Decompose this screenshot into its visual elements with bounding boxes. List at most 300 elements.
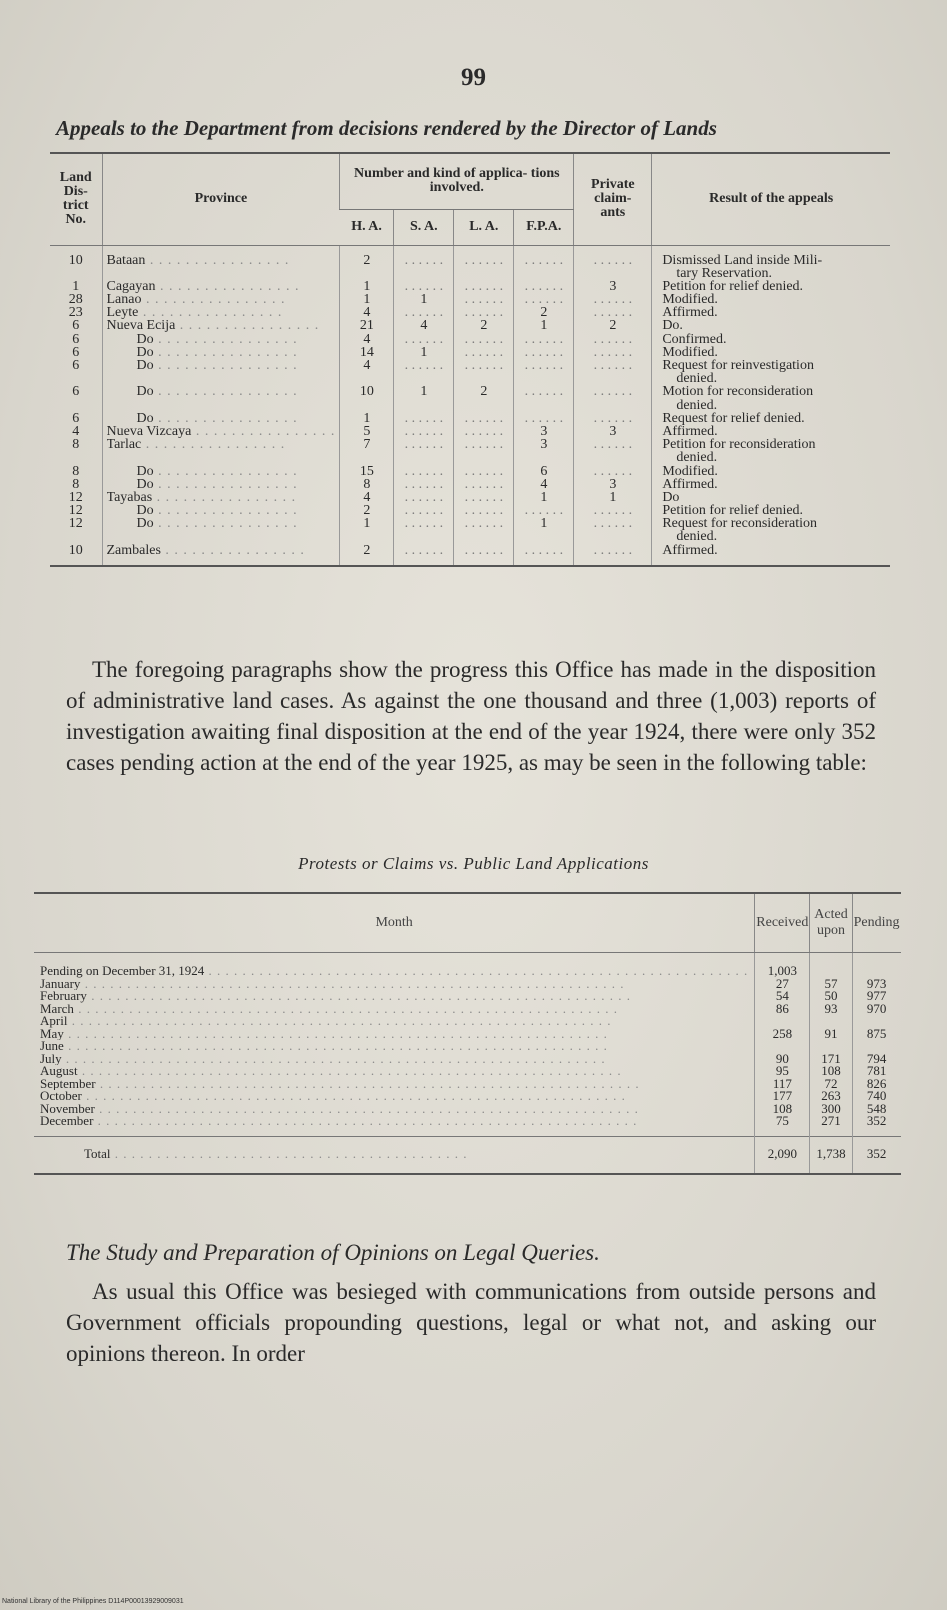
ha-cell: 2: [363, 253, 371, 267]
received-column: [755, 953, 810, 1137]
spacer: [54, 451, 98, 464]
la-cell: . . . . . .: [464, 438, 504, 452]
leader-dots: . . . . . . . . . . . . . . . . . . . . . . . . . . . . . . . . . . . . . . . . . . . . . . . . . . . . . . . . . . . . . . . .: [63, 1040, 608, 1053]
province-name: Zambales: [106, 543, 161, 557]
spacer: [398, 399, 449, 412]
la-cell: . . . . . .: [464, 279, 504, 294]
leader-dots: . . . . . . . . . . . . . . . .: [155, 279, 300, 294]
received-cell: 117: [772, 1077, 792, 1090]
leader-dots: . . . . . . . . . . . . . . . . . . . . . . . . . . . . . . . . . . . . . . . . . . . . . . . . . . . . . . . . . . . . . . . .: [94, 1102, 639, 1115]
spacer: [54, 267, 98, 280]
sa-cell: . . . . . .: [404, 279, 444, 294]
sa-cell: . . . . . .: [404, 359, 444, 373]
paragraph-2: As usual this Office was besieged with communications from outside persons and Government officials propounding questions, legal or what not, and asking our opinions thereon. In order: [66, 1279, 876, 1366]
result-line: Petition for relief denied.: [662, 504, 804, 518]
acted-cell: 57: [824, 977, 838, 990]
page-number: 99: [461, 64, 486, 91]
total-label-cell: [34, 1136, 755, 1174]
ha-cell: 4: [363, 332, 371, 346]
result-line: Do: [662, 490, 680, 505]
province-cell: [107, 438, 336, 451]
sa-cell: 4: [420, 319, 428, 333]
province-cell: [107, 385, 336, 398]
header-la: L. A.: [454, 209, 514, 245]
result-line: Modified.: [662, 293, 718, 307]
ha-cell: 7: [363, 438, 371, 452]
month-cell: [40, 1003, 748, 1016]
la-cell: . . . . . .: [464, 490, 504, 505]
received-cell: 95: [775, 1065, 789, 1078]
fpa-cell: 2: [540, 306, 548, 320]
received-cell: 75: [775, 1115, 789, 1128]
result-column: [652, 245, 890, 566]
total-label: Total: [84, 1146, 111, 1162]
header-district: Land Dis- trict No.: [50, 153, 102, 245]
province-name: Do: [136, 517, 154, 531]
sa-cell: . . . . . .: [404, 438, 444, 452]
private-cell: . . . . . .: [593, 464, 633, 478]
private-cell: . . . . . .: [593, 306, 633, 320]
month-label: September: [40, 1077, 96, 1090]
result-line: tary Reservation.: [676, 266, 772, 280]
leader-dots: . . . . . . . . . . . . . . . .: [153, 504, 298, 518]
district-cell: 6: [72, 345, 80, 359]
pending-cell: 977: [866, 990, 887, 1003]
spacer: [344, 530, 389, 543]
la-cell: . . . . . .: [464, 504, 504, 518]
private-cell: . . . . . .: [593, 504, 633, 518]
month-cell: [40, 1090, 748, 1103]
province-name: Do: [136, 477, 154, 491]
month-cell: [40, 1115, 748, 1128]
spacer: [458, 530, 509, 543]
month-cell: [40, 965, 748, 978]
province-name: Do: [136, 504, 154, 518]
leader-dots: . . . . . . . . . . . . . . . . . . . . . . . . . . . . . . . . . . . . . . . . . . . . . . . . . . . . . . . . . . . . . . . .: [61, 1052, 606, 1065]
received-cell: [761, 1040, 803, 1053]
header-received: Received: [755, 893, 810, 953]
fpa-cell: . . . . . .: [524, 359, 564, 373]
province-cell: [107, 293, 336, 306]
province-cell: [107, 359, 336, 372]
pending-cell: 781: [866, 1065, 887, 1078]
la-cell: . . . . . .: [464, 543, 504, 557]
leader-dots: . . . . . . . . . . . . . . . . . . . . . . . . . . . . . . . . . . . . . . . . . .: [110, 1146, 468, 1162]
province-name: Tarlac: [106, 438, 142, 452]
month-label: January: [40, 977, 81, 990]
fpa-cell: . . . . . .: [524, 385, 564, 399]
acted-cell: 271: [821, 1115, 841, 1128]
table1-title: Appeals to the Department from decisions rendered by the Director of Lands: [56, 116, 717, 140]
sa-column: [394, 245, 454, 566]
la-column: [454, 245, 514, 566]
received-cell: 27: [775, 977, 789, 990]
result-line: Affirmed.: [662, 477, 718, 491]
province-name: Do: [136, 464, 154, 478]
spacer: [398, 530, 449, 543]
result-line: Do.: [662, 319, 683, 333]
spacer: [54, 399, 98, 412]
received-cell: 1,003: [767, 965, 797, 978]
header-acted-upon: Acted upon: [810, 893, 852, 953]
la-cell: . . . . . .: [464, 411, 504, 425]
district-cell: 6: [72, 332, 80, 346]
header-sa: S. A.: [394, 209, 454, 245]
acted-cell: 263: [821, 1090, 841, 1103]
sa-cell: 1: [420, 385, 428, 399]
la-cell: . . . . . .: [464, 332, 504, 346]
sa-cell: . . . . . .: [404, 504, 444, 518]
month-label: March: [40, 1002, 74, 1015]
la-cell: . . . . . .: [464, 345, 504, 359]
result-line: Dismissed Land inside Mili-: [662, 253, 823, 267]
pending-cell: [859, 965, 895, 978]
leader-dots: . . . . . . . . . . . . . . . . . . . . . . . . . . . . . . . . . . . . . . . . . . . . . . . . . . . . . . . . . . . . . . . .: [73, 1002, 618, 1015]
la-cell: . . . . . .: [464, 477, 504, 491]
result-line: Affirmed.: [662, 424, 718, 439]
table2-title: Protests or Claims vs. Public Land Applications: [298, 854, 649, 873]
result-line: Modified.: [662, 345, 718, 359]
received-cell: 108: [772, 1102, 793, 1115]
district-cell: 6: [72, 359, 80, 373]
leader-dots: . . . . . . . . . . . . . . . .: [145, 253, 290, 267]
private-cell: . . . . . .: [593, 385, 633, 399]
province-name: Tayabas: [106, 490, 153, 505]
received-cell: [761, 1015, 803, 1028]
result-line: denied.: [676, 372, 718, 386]
private-cell: . . . . . .: [593, 293, 633, 307]
fpa-cell: . . . . . .: [524, 253, 564, 267]
spacer: [458, 451, 509, 464]
result-line: denied.: [676, 530, 718, 544]
private-cell: . . . . . .: [593, 345, 633, 359]
pending-cell: 794: [866, 1052, 887, 1065]
pending-cell: 548: [866, 1102, 887, 1115]
leader-dots: . . . . . . . . . . . . . . . .: [138, 306, 283, 320]
leader-dots: . . . . . . . . . . . . . . . . . . . . . . . . . . . . . . . . . . . . . . . . . . . . . . . . . . . . . . . . . . . . . . . .: [204, 965, 749, 978]
fpa-cell: 1: [540, 517, 548, 531]
province-cell: [107, 319, 336, 332]
sa-cell: . . . . . .: [404, 490, 444, 505]
sa-cell: . . . . . .: [404, 332, 444, 346]
district-cell: 6: [72, 319, 80, 333]
fpa-cell: . . . . . .: [524, 345, 564, 359]
leader-dots: . . . . . . . . . . . . . . . . . . . . . . . . . . . . . . . . . . . . . . . . . . . . . . . . . . . . . . . . . . . . . . . .: [93, 1115, 638, 1128]
month-column: [34, 953, 755, 1137]
result-line: Confirmed.: [662, 332, 727, 346]
spacer: [458, 372, 509, 385]
received-cell: 177: [772, 1090, 793, 1103]
spacer: [107, 372, 336, 385]
province-name: Leyte: [106, 306, 139, 320]
sa-cell: . . . . . .: [404, 477, 444, 491]
la-cell: . . . . . .: [464, 293, 504, 307]
month-cell: [40, 990, 748, 1003]
result-line: Motion for reconsideration: [662, 385, 814, 399]
private-cell: . . . . . .: [593, 332, 633, 346]
spacer: [107, 530, 336, 543]
la-cell: 2: [480, 319, 488, 333]
fpa-cell: . . . . . .: [524, 332, 564, 346]
leader-dots: . . . . . . . . . . . . . . . .: [141, 293, 286, 307]
leader-dots: . . . . . . . . . . . . . . . .: [153, 411, 298, 425]
fpa-column: [514, 245, 574, 566]
private-cell: . . . . . .: [593, 438, 633, 452]
month-label: July: [40, 1052, 62, 1065]
province-name: Do: [136, 359, 154, 373]
province-name: Lanao: [106, 293, 142, 307]
leader-dots: . . . . . . . . . . . . . . . . . . . . . . . . . . . . . . . . . . . . . . . . . . . . . . . . . . . . . . . . . . . . . . . .: [67, 1015, 612, 1028]
province-name: Cagayan: [106, 279, 156, 294]
private-cell: . . . . . .: [593, 411, 633, 425]
result-line: Modified.: [662, 464, 718, 478]
leader-dots: . . . . . . . . . . . . . . . .: [160, 543, 305, 557]
ha-cell: 15: [359, 464, 374, 478]
spacer: [107, 451, 336, 464]
leader-dots: . . . . . . . . . . . . . . . .: [153, 385, 298, 399]
total-pending: 352: [852, 1136, 900, 1174]
protests-table: [34, 892, 901, 1175]
month-cell: [40, 1065, 748, 1078]
sa-cell: . . . . . .: [404, 424, 444, 439]
leader-dots: . . . . . . . . . . . . . . . .: [141, 438, 286, 452]
pending-cell: 875: [866, 1027, 887, 1040]
spacer: [107, 267, 336, 280]
ha-cell: 5: [363, 424, 371, 439]
month-cell: [40, 1028, 748, 1041]
la-cell: . . . . . .: [464, 359, 504, 373]
result-line: Affirmed.: [662, 543, 718, 557]
month-label: November: [40, 1102, 95, 1115]
pending-cell: 973: [866, 977, 887, 990]
result-line: denied.: [676, 398, 718, 412]
spacer: [458, 399, 509, 412]
pending-cell: [859, 1015, 895, 1028]
ha-cell: 1: [363, 517, 371, 531]
leader-dots: . . . . . . . . . . . . . . . .: [153, 332, 298, 346]
la-cell: . . . . . .: [464, 306, 504, 320]
leader-dots: . . . . . . . . . . . . . . . .: [153, 477, 298, 491]
pending-column: [852, 953, 900, 1137]
spacer: [107, 399, 336, 412]
month-label: April: [40, 1015, 68, 1028]
month-label: August: [40, 1065, 78, 1078]
month-label: December: [40, 1115, 94, 1128]
district-column: [50, 245, 102, 566]
ha-cell: 1: [363, 293, 371, 307]
fpa-cell: 4: [540, 477, 548, 491]
appeals-table: [50, 152, 890, 567]
district-cell: 23: [68, 306, 83, 320]
acted-cell: [816, 965, 845, 978]
header-ha: H. A.: [340, 209, 394, 245]
district-cell: 10: [68, 543, 83, 557]
pending-cell: 970: [866, 1002, 887, 1015]
spacer: [578, 530, 647, 543]
leader-dots: . . . . . . . . . . . . . . . .: [153, 345, 298, 359]
private-cell: 3: [609, 477, 617, 491]
private-cell: 3: [609, 279, 617, 294]
ha-cell: 21: [359, 319, 374, 333]
fpa-cell: 3: [540, 424, 548, 439]
spacer: [518, 530, 569, 543]
month-cell: [40, 1053, 748, 1066]
fpa-cell: 3: [540, 438, 548, 452]
sa-cell: . . . . . .: [404, 517, 444, 531]
month-label: May: [40, 1027, 64, 1040]
header-private-claimants: Private claim- ants: [574, 153, 652, 245]
province-name: Nueva Ecija: [106, 319, 176, 333]
province-name: Bataan: [106, 253, 146, 267]
ha-cell: 2: [363, 543, 371, 557]
ha-cell: 10: [359, 385, 374, 399]
sa-cell: . . . . . .: [404, 253, 444, 267]
private-cell: . . . . . .: [593, 253, 633, 267]
province-name: Nueva Vizcaya: [106, 424, 192, 439]
province-cell: [107, 504, 336, 517]
fpa-cell: 6: [540, 464, 548, 478]
la-cell: 2: [480, 385, 488, 399]
leader-dots: . . . . . . . . . . . . . . . .: [152, 490, 297, 505]
spacer: [518, 372, 569, 385]
fpa-cell: . . . . . .: [524, 279, 564, 294]
acted-column: [810, 953, 852, 1137]
province-cell: [107, 306, 336, 319]
spacer: [398, 451, 449, 464]
district-cell: 10: [68, 253, 83, 267]
acted-cell: [816, 1015, 845, 1028]
paragraph-1: The foregoing paragraphs show the progress this Office has made in the disposition of administrative land cases. As against the one thousand and three (1,003) reports of investigation awaiting final disposition at the end of the year 1924, there were only 352 cases pending action at the end of the year 1925, as may be seen in the following table:: [66, 657, 876, 775]
district-cell: 12: [68, 490, 83, 505]
acted-cell: [816, 1040, 845, 1053]
ha-cell: 14: [359, 345, 374, 359]
spacer: [518, 267, 569, 280]
spacer: [398, 267, 449, 280]
ha-cell: 4: [363, 359, 371, 373]
acted-cell: 108: [821, 1065, 841, 1078]
ha-cell: 4: [363, 490, 371, 505]
pending-cell: 740: [866, 1090, 887, 1103]
spacer: [344, 399, 389, 412]
la-cell: . . . . . .: [464, 424, 504, 439]
fpa-cell: 1: [540, 319, 548, 333]
leader-dots: . . . . . . . . . . . . . . . . . . . . . . . . . . . . . . . . . . . . . . . . . . . . . . . . . . . . . . . . . . . . . . . .: [81, 1090, 626, 1103]
result-line: Petition for relief denied.: [662, 279, 804, 294]
leader-dots: . . . . . . . . . . . . . . . . . . . . . . . . . . . . . . . . . . . . . . . . . . . . . . . . . . . . . . . . . . . . . . . .: [80, 977, 625, 990]
acted-cell: 93: [824, 1002, 838, 1015]
result-line: Request for reconsideration: [662, 517, 818, 531]
private-column: [574, 245, 652, 566]
province-cell: [107, 478, 336, 491]
province-cell: [107, 465, 336, 478]
spacer: [344, 267, 389, 280]
district-cell: 28: [68, 293, 83, 307]
province-cell: [107, 333, 336, 346]
acted-cell: 171: [821, 1052, 841, 1065]
month-cell: [40, 1103, 748, 1116]
header-number-kind: Number and kind of applica- tions involved.: [340, 153, 574, 209]
district-cell: 6: [72, 411, 80, 425]
province-cell: [107, 280, 336, 293]
leader-dots: . . . . . . . . . . . . . . . .: [191, 424, 336, 439]
acted-cell: 72: [824, 1077, 838, 1090]
spacer: [344, 451, 389, 464]
spacer: [344, 372, 389, 385]
province-name: Do: [136, 332, 154, 346]
pending-cell: [859, 1040, 895, 1053]
month-cell: [40, 978, 748, 991]
private-cell: . . . . . .: [593, 543, 633, 557]
header-pending: Pending: [852, 893, 900, 953]
received-cell: 90: [775, 1052, 789, 1065]
acted-cell: 300: [821, 1102, 841, 1115]
fpa-cell: . . . . . .: [524, 293, 564, 307]
province-column: [102, 245, 340, 566]
ha-cell: 1: [363, 279, 371, 294]
province-cell: [107, 425, 336, 438]
province-cell: [107, 254, 336, 267]
district-cell: 6: [72, 385, 80, 399]
sa-cell: . . . . . .: [404, 464, 444, 478]
spacer: [54, 530, 98, 543]
la-cell: . . . . . .: [464, 464, 504, 478]
spacer: [518, 451, 569, 464]
month-cell: [40, 1015, 748, 1028]
district-cell: 12: [68, 517, 83, 531]
private-cell: 2: [609, 319, 617, 333]
district-cell: 1: [72, 279, 80, 294]
private-cell: 1: [609, 490, 617, 505]
month-label: Pending on December 31, 1924: [40, 965, 205, 978]
result-line: denied.: [676, 451, 718, 465]
leader-dots: . . . . . . . . . . . . . . . .: [153, 359, 298, 373]
month-label: February: [40, 990, 87, 1003]
fpa-cell: . . . . . .: [524, 504, 564, 518]
total-acted: 1,738: [810, 1136, 852, 1174]
pending-cell: 352: [866, 1115, 887, 1128]
result-line: Request for reinvestigation: [662, 359, 814, 373]
spacer: [458, 267, 509, 280]
province-name: Do: [136, 345, 154, 359]
leader-dots: . . . . . . . . . . . . . . . .: [153, 464, 298, 478]
province-cell: [107, 346, 336, 359]
spacer: [398, 372, 449, 385]
received-cell: 258: [772, 1027, 793, 1040]
private-cell: . . . . . .: [593, 517, 633, 531]
ha-cell: 8: [363, 477, 371, 491]
acted-cell: 50: [824, 990, 838, 1003]
month-label: June: [40, 1040, 64, 1053]
fpa-cell: . . . . . .: [524, 411, 564, 425]
province-cell: [107, 517, 336, 530]
month-cell: [40, 1040, 748, 1053]
leader-dots: . . . . . . . . . . . . . . . . . . . . . . . . . . . . . . . . . . . . . . . . . . . . . . . . . . . . . . . . . . . . . . . .: [86, 990, 631, 1003]
leader-dots: . . . . . . . . . . . . . . . . . . . . . . . . . . . . . . . . . . . . . . . . . . . . . . . . . . . . . . . . . . . . . . . .: [77, 1065, 622, 1078]
leader-dots: . . . . . . . . . . . . . . . . . . . . . . . . . . . . . . . . . . . . . . . . . . . . . . . . . . . . . . . . . . . . . . . .: [63, 1027, 608, 1040]
province-name: Do: [136, 411, 154, 425]
ha-cell: 4: [363, 306, 371, 320]
district-cell: 8: [72, 477, 80, 491]
ha-cell: 1: [363, 411, 371, 425]
province-name: Do: [136, 385, 154, 399]
spacer: [578, 372, 647, 385]
leader-dots: . . . . . . . . . . . . . . . .: [153, 517, 298, 531]
district-cell: 12: [68, 504, 83, 518]
fpa-cell: . . . . . .: [524, 543, 564, 557]
sa-cell: . . . . . .: [404, 306, 444, 320]
spacer: [578, 451, 647, 464]
spacer: [54, 372, 98, 385]
